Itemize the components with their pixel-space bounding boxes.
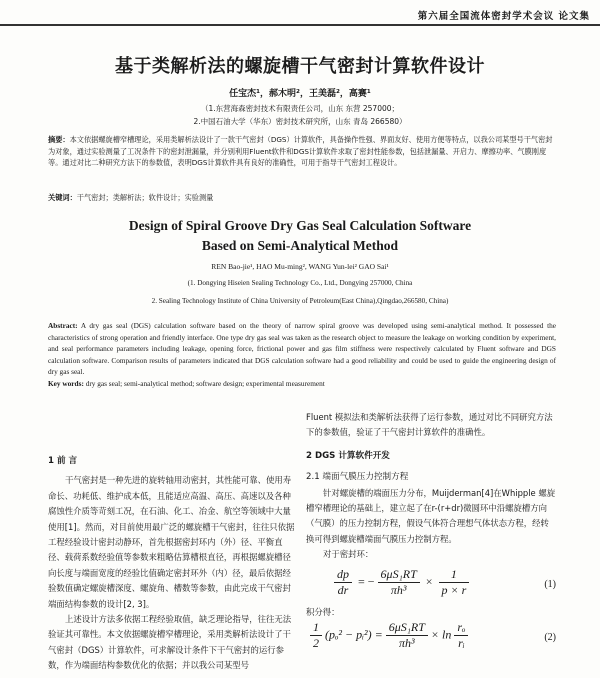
en-abstract-label: Abstract:	[48, 321, 78, 330]
section-2-title: 2 DGS 计算软件开发	[306, 450, 390, 461]
en-abstract	[48, 320, 556, 389]
section-1-title: 1 前 言	[48, 456, 78, 466]
cn-affiliation-2: 2.中国石油大学（华东）密封技术研究所，山东 青岛 266580）	[193, 117, 407, 126]
section-2-1-paragraph-1: 针对螺旋槽的端面压力分布，Muijderman[4]在Whipple 螺旋槽窄槽理论的基础上，建立起了在r-(r+dr)微圆环中沿螺旋槽方向（气膜）的压力控制方程，假设气体符合理想气体状态方程，经转换可得到螺旋槽端面气膜压力控制方程。	[306, 487, 556, 544]
eq2-tail-num: rₒ	[454, 620, 468, 636]
en-affiliation-1: (1. Dongying Hiseien Sealing Technology Co., Ltd., Dongying 257000, China	[187, 279, 413, 287]
left-column	[48, 454, 296, 674]
eq1-number: (1)	[544, 578, 556, 590]
eq2-prefix-den: 2	[313, 636, 319, 651]
eq1-lhs-den: dr	[337, 583, 349, 598]
en-keywords-text: dry gas seal; semi-analytical method; software design; experimental measurement	[85, 378, 325, 388]
eq2-prefix-num: 1	[310, 620, 322, 636]
en-title-line2: Based on Semi-Analytical Method	[201, 238, 399, 253]
en-authors: REN Bao-jie¹, HAO Mu-ming², WANG Yun-lei² GAO Sai¹	[211, 262, 389, 271]
section-2-1-paragraph-2: 对于密封环：	[323, 549, 374, 560]
en-abstract-text: A dry gas seal (DGS) calculation software based on the theory of narrow spiral groove was developed using semi-analytical method. It possessed the characteristics of strong operation and friendly interface. One type dry gas seal was taken as the research object to measure the leakage on working condition by experiment, and seal performance parameters including leakage, opening force, frictional power and gas film stiffness were respectively calculated by Fluent software and DGS calculation software. Comparison results of parameters indicated that DGS calculation software had a good reliability and could be used to guide the engineering design of dry gas seal.	[48, 321, 556, 376]
eq2-mid-num: 6μS₁RT	[386, 620, 428, 636]
cn-keywords-text: 干气密封；类解析法；软件设计；实验测量	[76, 193, 214, 202]
section-2-1-title: 2.1 端面气膜压力控制方程	[306, 472, 409, 483]
en-title-line1: Design of Spiral Groove Dry Gas Seal Calculation Software	[128, 218, 472, 233]
eq2-number: (2)	[544, 632, 556, 644]
en-affiliation-2: 2. Sealing Technology Institute of China University of Petroleum(East China),Qingdao,266580, China)	[151, 297, 449, 305]
cn-affiliation-1: （1.东营海森密封技术有限责任公司，山东 东营 257000；	[200, 104, 400, 113]
header-rule	[0, 24, 600, 26]
en-keywords-label: Key words:	[48, 378, 84, 388]
cn-title: 基于类解析法的螺旋槽干气密封计算软件设计	[115, 56, 485, 77]
eq1-mid-num: 6μS₁RT	[378, 567, 420, 583]
eq2-mid-den: πh³	[399, 636, 415, 651]
cn-abstract-text: 本文依据螺旋槽窄槽理论，采用类解析法设计了一款干气密封（DGS）计算软件，具备操作性强、界面友好、使用方便等特点，以我公司某型号干气密封为对象，通过实验测量了工况条件下的密封泄漏量，并分别利用Fluent软件和DGS计算软件求取了密封性能参数，包括泄漏量、开启力、摩擦功率、气膜刚度等。通过对比二种研究方法下的参数值，表明DGS计算软件具有良好的准确性，可用于指导干气密封工程设计。	[48, 135, 553, 167]
eq1-rhs-num: 1	[439, 567, 470, 583]
eq2-tail: × ln	[430, 627, 452, 642]
cn-keywords-label: 关键词：	[48, 193, 77, 202]
eq1-mid-den: πh³	[390, 583, 407, 598]
right-paragraph-1: Fluent 模拟法和类解析法获得了运行参数，通过对比不同研究方法下的参数值，验证了干气密封计算软件的准确性。	[306, 412, 553, 438]
section-1-paragraph-1: 干气密封是一种先进的旋转轴用动密封，其性能可靠、使用寿命长、功耗低、维护成本低，且能适应高温、高压、高速以及各种腐蚀性介质等苛刻工况，在石油、化工、冶金、航空等领域中大量使用[1]。然而，对目前使用最广泛的螺旋槽干气密封，往往只依据工程经验设计密封动静环，首先根据密封环内（外）径、平衡直径、载荷系数经验值等参数来粗略估算槽根直径，再根据螺旋槽径向长度与端面宽度的经验比值确定密封环外（内）径，最后依据经验数值确定螺旋槽深度、螺旋角、槽数等参数，由此完成干气密封端面结构参数的设计[2, 3]。	[48, 475, 295, 609]
cn-keywords	[48, 192, 556, 204]
cn-authors: 任宝杰¹，郝木明²，王美磊²，高赛¹	[229, 89, 371, 99]
right-column	[306, 410, 556, 656]
eq1-lhs-num: dp	[334, 567, 352, 583]
eq2-tail-den: rᵢ	[458, 636, 465, 651]
equation-1: $\frac{dp}{dr}$ = − $\frac{\text{6μS₁RT}}{\text{πh³}}$ × $\frac{1}{p \times r}$ (1)	[306, 565, 556, 605]
eq1-rhs-den: p × r	[441, 583, 467, 598]
section-1-paragraph-2: 上述设计方法多依据工程经验取值，缺乏理论指导，往往无法验证其可靠性。本文依据螺旋槽窄槽理论，采用类解析法设计了干气密封（DGS）计算软件，可求解设计条件下干气密封的运行参数，作为端面结构参数优化的依据；并以我公司某型号	[48, 614, 292, 671]
eq2-body: (pₒ² − pᵢ²) =	[325, 627, 383, 642]
integral-label: 积分得：	[306, 606, 340, 617]
cn-abstract-label: 摘要：	[48, 135, 70, 144]
cn-abstract	[48, 134, 556, 169]
equation-2	[306, 620, 556, 656]
journal-header: 第六届全国流体密封学术会议 论文集	[417, 11, 590, 22]
